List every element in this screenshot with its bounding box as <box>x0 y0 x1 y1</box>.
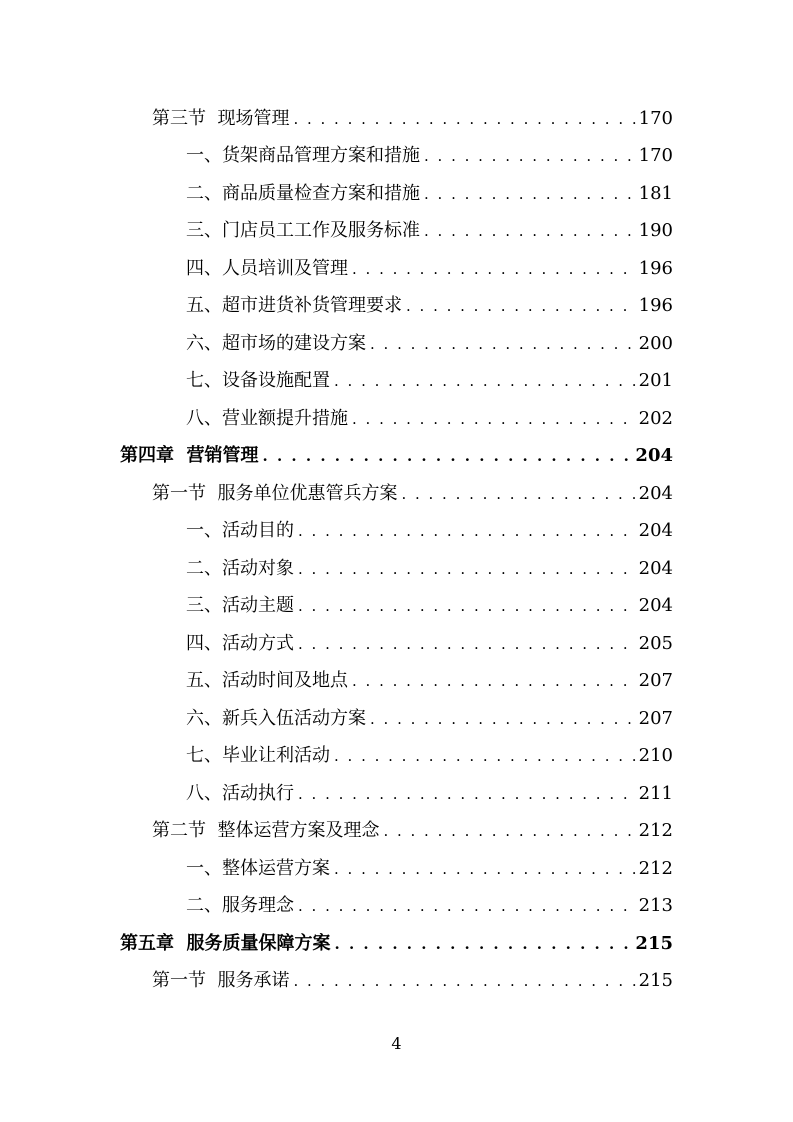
toc-entry-page-number: 212 <box>638 820 673 842</box>
toc-entry-line <box>186 558 793 580</box>
toc-dot-leader <box>352 408 637 430</box>
toc-subsection-entry[interactable] <box>0 588 793 626</box>
toc-dot-leader <box>298 520 637 542</box>
toc-dot-leader <box>334 858 637 880</box>
toc-subsection-entry[interactable] <box>0 625 793 663</box>
toc-dot-leader <box>293 108 636 130</box>
toc-entry-page-number: 190 <box>638 220 673 242</box>
toc-subsection-entry[interactable] <box>0 700 793 738</box>
toc-entry-line <box>120 445 793 467</box>
toc-section-entry[interactable] <box>0 100 793 138</box>
toc-dot-leader <box>263 445 634 467</box>
toc-entry-page-number: 170 <box>638 145 673 167</box>
toc-dot-leader <box>352 258 637 280</box>
toc-entry-line <box>186 670 793 692</box>
toc-entry-line <box>186 220 793 242</box>
toc-entry-page-number: 196 <box>638 257 673 279</box>
toc-entry-line <box>186 745 793 767</box>
toc-entry-title: 八、营业额提升措施 <box>186 407 348 429</box>
toc-entry-page-number: 196 <box>638 295 673 317</box>
toc-dot-leader <box>293 970 636 992</box>
toc-dot-leader <box>298 595 637 617</box>
toc-entry-line <box>186 783 793 805</box>
toc-subsection-entry[interactable] <box>0 250 793 288</box>
toc-entry-page-number: 204 <box>635 445 673 467</box>
toc-dot-leader <box>298 783 637 805</box>
toc-subsection-entry[interactable] <box>0 400 793 438</box>
toc-entry-page-number: 215 <box>635 932 673 954</box>
toc-dot-leader <box>334 745 637 767</box>
toc-dot-leader <box>334 370 637 392</box>
toc-dot-leader <box>370 333 637 355</box>
toc-entry-title: 六、超市场的建设方案 <box>186 332 366 354</box>
toc-subsection-entry[interactable] <box>0 175 793 213</box>
toc-entry-page-number: 207 <box>638 670 673 692</box>
toc-dot-leader <box>424 220 637 242</box>
toc-dot-leader <box>406 295 637 317</box>
toc-dot-leader <box>424 183 637 205</box>
toc-entry-title: 七、毕业让利活动 <box>186 745 330 767</box>
toc-entry-line <box>186 895 793 917</box>
toc-entry-line <box>152 970 793 992</box>
toc-entry-line <box>152 483 793 505</box>
toc-entry-page-number: 205 <box>638 632 673 654</box>
toc-subsection-entry[interactable] <box>0 850 793 888</box>
toc-entry-line <box>186 145 793 167</box>
toc-entry-title: 第一节 服务承诺 <box>152 970 290 992</box>
toc-entry-page-number: 201 <box>638 370 673 392</box>
toc-dot-leader <box>401 483 636 505</box>
page-number: 4 <box>391 1034 402 1053</box>
toc-entry-title: 一、货架商品管理方案和措施 <box>186 145 420 167</box>
toc-entry-line <box>186 858 793 880</box>
toc-entry-page-number: 204 <box>638 595 673 617</box>
toc-dot-leader <box>298 633 637 655</box>
toc-section-entry[interactable] <box>0 475 793 513</box>
toc-entry-page-number: 200 <box>638 332 673 354</box>
toc-subsection-entry[interactable] <box>0 550 793 588</box>
toc-entry-page-number: 211 <box>638 782 673 804</box>
toc-entry-title: 一、活动目的 <box>186 520 294 542</box>
toc-dot-leader <box>383 820 636 842</box>
toc-entry-title: 三、活动主题 <box>186 595 294 617</box>
toc-entry-line <box>152 108 793 130</box>
toc-entry-page-number: 210 <box>638 745 673 767</box>
toc-entry-title: 八、活动执行 <box>186 782 294 804</box>
toc-entry-title: 七、设备设施配置 <box>186 370 330 392</box>
toc-entry-page-number: 181 <box>638 182 673 204</box>
toc-entry-page-number: 204 <box>638 520 673 542</box>
toc-entry-page-number: 215 <box>638 970 673 992</box>
toc-dot-leader <box>298 895 637 917</box>
toc-entry-title: 六、新兵入伍活动方案 <box>186 707 366 729</box>
toc-entry-line <box>120 933 793 955</box>
toc-entry-line <box>186 295 793 317</box>
toc-entry-line <box>186 520 793 542</box>
toc-entry-line <box>186 595 793 617</box>
toc-dot-leader <box>352 670 637 692</box>
toc-entry-title: 二、活动对象 <box>186 557 294 579</box>
toc-entry-title: 第二节 整体运营方案及理念 <box>152 820 380 842</box>
toc-subsection-entry[interactable] <box>0 888 793 926</box>
toc-entry-line <box>186 370 793 392</box>
toc-entry-title: 第一节 服务单位优惠管兵方案 <box>152 482 398 504</box>
toc-chapter-entry[interactable] <box>0 438 793 476</box>
toc-entry-page-number: 207 <box>638 707 673 729</box>
toc-subsection-entry[interactable] <box>0 138 793 176</box>
toc-entry-title: 二、商品质量检查方案和措施 <box>186 182 420 204</box>
toc-dot-leader <box>335 933 634 955</box>
toc-entry-line <box>186 408 793 430</box>
toc-dot-leader <box>424 145 637 167</box>
toc-entry-title: 第四章 营销管理 <box>120 445 259 467</box>
toc-entry-line <box>186 183 793 205</box>
toc-subsection-entry[interactable] <box>0 738 793 776</box>
toc-subsection-entry[interactable] <box>0 363 793 401</box>
toc-section-entry[interactable] <box>0 963 793 1001</box>
toc-entry-title: 三、门店员工工作及服务标准 <box>186 220 420 242</box>
toc-entry-title: 第三节 现场管理 <box>152 107 290 129</box>
table-of-contents <box>0 100 793 1000</box>
toc-section-entry[interactable] <box>0 813 793 851</box>
toc-entry-title: 四、活动方式 <box>186 632 294 654</box>
toc-entry-title: 四、人员培训及管理 <box>186 257 348 279</box>
toc-subsection-entry[interactable] <box>0 663 793 701</box>
toc-subsection-entry[interactable] <box>0 288 793 326</box>
toc-dot-leader <box>370 708 637 730</box>
toc-entry-line <box>186 333 793 355</box>
toc-subsection-entry[interactable] <box>0 325 793 363</box>
toc-chapter-entry[interactable] <box>0 925 793 963</box>
toc-subsection-entry[interactable] <box>0 513 793 551</box>
toc-entry-page-number: 213 <box>638 895 673 917</box>
toc-entry-page-number: 212 <box>638 857 673 879</box>
toc-entry-line <box>186 258 793 280</box>
toc-entry-title: 一、整体运营方案 <box>186 857 330 879</box>
toc-entry-line <box>152 820 793 842</box>
toc-entry-page-number: 204 <box>638 557 673 579</box>
toc-subsection-entry[interactable] <box>0 775 793 813</box>
toc-entry-page-number: 202 <box>638 407 673 429</box>
toc-entry-title: 五、活动时间及地点 <box>186 670 348 692</box>
toc-entry-page-number: 204 <box>638 482 673 504</box>
toc-entry-page-number: 170 <box>638 107 673 129</box>
toc-dot-leader <box>298 558 637 580</box>
toc-entry-line <box>186 708 793 730</box>
toc-subsection-entry[interactable] <box>0 213 793 251</box>
toc-entry-title: 二、服务理念 <box>186 895 294 917</box>
toc-entry-title: 五、超市进货补货管理要求 <box>186 295 402 317</box>
toc-entry-line <box>186 633 793 655</box>
toc-entry-title: 第五章 服务质量保障方案 <box>120 932 331 954</box>
